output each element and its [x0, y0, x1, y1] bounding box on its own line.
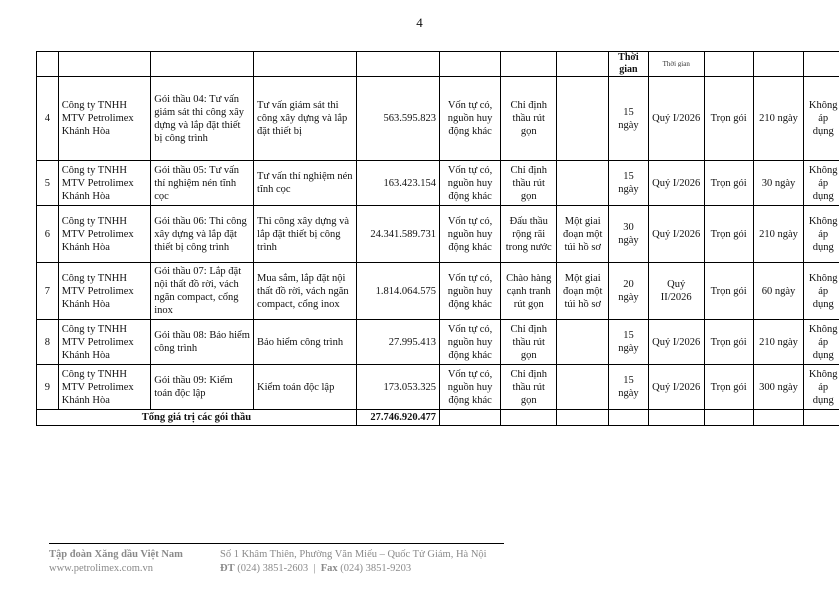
scope-cell: Tư vấn thí nghiệm nén tĩnh cọc	[254, 161, 357, 206]
online-cell: Không áp dụng	[804, 263, 839, 320]
method-cell: Chỉ định thầu rút gọn	[501, 161, 557, 206]
start-time-cell: Quý II/2026	[648, 263, 704, 320]
contract-type-cell: Trọn gói	[704, 320, 753, 365]
source-cell: Vốn tự có, nguồn huy động khác	[439, 77, 500, 161]
value-cell: 563.595.823	[356, 77, 439, 161]
start-time-cell: Quý I/2026	[648, 161, 704, 206]
footer-phone-fax	[220, 562, 487, 576]
table-row	[37, 161, 839, 206]
footer-company-block	[49, 548, 183, 576]
package-name-cell: Gói thầu 07: Lắp đặt nội thất đồ rời, vách ngăn compact, cổng inox	[151, 263, 254, 320]
start-time-cell: Quý I/2026	[648, 206, 704, 263]
row-number: 5	[37, 161, 59, 206]
scope-cell: Thi công xây dựng và lắp đặt thiết bị công trình	[254, 206, 357, 263]
value-cell: 24.341.589.731	[356, 206, 439, 263]
total-row	[37, 410, 839, 426]
online-cell: Không áp dụng	[804, 161, 839, 206]
scope-cell: Kiểm toán độc lập	[254, 365, 357, 410]
source-cell: Vốn tự có, nguồn huy động khác	[439, 161, 500, 206]
method-cell: Chào hàng cạnh tranh rút gọn	[501, 263, 557, 320]
footer-fax: (024) 3851-9203	[340, 563, 412, 574]
method-cell: Chỉ định thầu rút gọn	[501, 77, 557, 161]
footer-separator: |	[313, 563, 316, 574]
row-number: 7	[37, 263, 59, 320]
procedure-cell	[557, 161, 609, 206]
owner-cell: Công ty TNHH MTV Petrolimex Khánh Hòa	[58, 206, 150, 263]
table-row	[37, 320, 839, 365]
owner-cell: Công ty TNHH MTV Petrolimex Khánh Hòa	[58, 161, 150, 206]
online-cell: Không áp dụng	[804, 206, 839, 263]
cut-header-label: Thời gian	[662, 61, 690, 67]
table-row	[37, 263, 839, 320]
footer-divider	[49, 543, 504, 544]
package-name-cell: Gói thầu 09: Kiểm toán độc lập	[151, 365, 254, 410]
footer-address: Số 1 Khâm Thiên, Phường Văn Miếu – Quốc Tử Giám, Hà Nội	[220, 549, 487, 560]
source-cell: Vốn tự có, nguồn huy động khác	[439, 320, 500, 365]
package-name-cell: Gói thầu 06: Thi công xây dựng và lắp đặt thiết bị công trình	[151, 206, 254, 263]
procedure-cell	[557, 77, 609, 161]
table-row	[37, 365, 839, 410]
bid-package-table	[36, 51, 839, 426]
contract-type-cell: Trọn gói	[704, 206, 753, 263]
period-cell: 60 ngày	[753, 263, 804, 320]
owner-cell: Công ty TNHH MTV Petrolimex Khánh Hòa	[58, 320, 150, 365]
duration-cell: 15 ngày	[609, 320, 648, 365]
package-name-cell: Gói thầu 04: Tư vấn giám sát thi công xây dựng và lắp đặt thiết bị công trình	[151, 77, 254, 161]
procedure-cell	[557, 320, 609, 365]
period-cell: 210 ngày	[753, 320, 804, 365]
online-cell: Không áp dụng	[804, 320, 839, 365]
duration-cell: 15 ngày	[609, 365, 648, 410]
value-cell: 163.423.154	[356, 161, 439, 206]
owner-cell: Công ty TNHH MTV Petrolimex Khánh Hòa	[58, 77, 150, 161]
contract-type-cell: Trọn gói	[704, 263, 753, 320]
start-time-cell: Quý I/2026	[648, 320, 704, 365]
procedure-cell: Một giai đoạn một túi hồ sơ	[557, 206, 609, 263]
scope-cell: Mua sắm, lắp đặt nội thất đồ rời, vách ngăn compact, cổng inox	[254, 263, 357, 320]
contract-type-cell: Trọn gói	[704, 365, 753, 410]
contract-type-cell: Trọn gói	[704, 161, 753, 206]
method-cell: Đấu thầu rộng rãi trong nước	[501, 206, 557, 263]
source-cell: Vốn tự có, nguồn huy động khác	[439, 365, 500, 410]
source-cell: Vốn tự có, nguồn huy động khác	[439, 263, 500, 320]
row-number: 8	[37, 320, 59, 365]
footer-website: www.petrolimex.com.vn	[49, 563, 154, 574]
value-cell: 1.814.064.575	[356, 263, 439, 320]
procedure-cell	[557, 365, 609, 410]
total-value: 27.746.920.477	[356, 410, 439, 426]
footer-contact-block	[220, 548, 487, 576]
duration-cell: 30 ngày	[609, 206, 648, 263]
time-header-label: Thời gian	[618, 52, 639, 75]
table-row	[37, 206, 839, 263]
footer-phone-label: ĐT	[220, 563, 235, 574]
start-time-cell: Quý I/2026	[648, 365, 704, 410]
start-time-cell: Quý I/2026	[648, 77, 704, 161]
value-cell: 173.053.325	[356, 365, 439, 410]
package-name-cell: Gói thầu 08: Bảo hiểm công trình	[151, 320, 254, 365]
duration-cell: 20 ngày	[609, 263, 648, 320]
owner-cell: Công ty TNHH MTV Petrolimex Khánh Hòa	[58, 263, 150, 320]
procedure-cell: Một giai đoạn một túi hồ sơ	[557, 263, 609, 320]
row-number: 4	[37, 77, 59, 161]
footer-company-name: Tập đoàn Xăng dầu Việt Nam	[49, 549, 183, 560]
duration-cell: 15 ngày	[609, 77, 648, 161]
table-row	[37, 77, 839, 161]
row-number: 6	[37, 206, 59, 263]
owner-cell: Công ty TNHH MTV Petrolimex Khánh Hòa	[58, 365, 150, 410]
total-label: Tổng giá trị các gói thầu	[37, 410, 357, 426]
method-cell: Chỉ định thầu rút gọn	[501, 365, 557, 410]
source-cell: Vốn tự có, nguồn huy động khác	[439, 206, 500, 263]
period-cell: 300 ngày	[753, 365, 804, 410]
online-cell: Không áp dụng	[804, 365, 839, 410]
contract-type-cell: Trọn gói	[704, 77, 753, 161]
method-cell: Chỉ định thầu rút gọn	[501, 320, 557, 365]
online-cell: Không áp dụng	[804, 77, 839, 161]
header-fragment-row	[37, 52, 839, 77]
duration-cell: 15 ngày	[609, 161, 648, 206]
scope-cell: Bảo hiểm công trình	[254, 320, 357, 365]
period-cell: 210 ngày	[753, 206, 804, 263]
footer-fax-label: Fax	[320, 563, 338, 574]
package-name-cell: Gói thầu 05: Tư vấn thí nghiệm nén tĩnh cọc	[151, 161, 254, 206]
footer-phone: (024) 3851-2603	[237, 563, 309, 574]
value-cell: 27.995.413	[356, 320, 439, 365]
scope-cell: Tư vấn giám sát thi công xây dựng và lắp đặt thiết bị	[254, 77, 357, 161]
period-cell: 30 ngày	[753, 161, 804, 206]
row-number: 9	[37, 365, 59, 410]
page-number: 4	[416, 15, 423, 30]
period-cell: 210 ngày	[753, 77, 804, 161]
